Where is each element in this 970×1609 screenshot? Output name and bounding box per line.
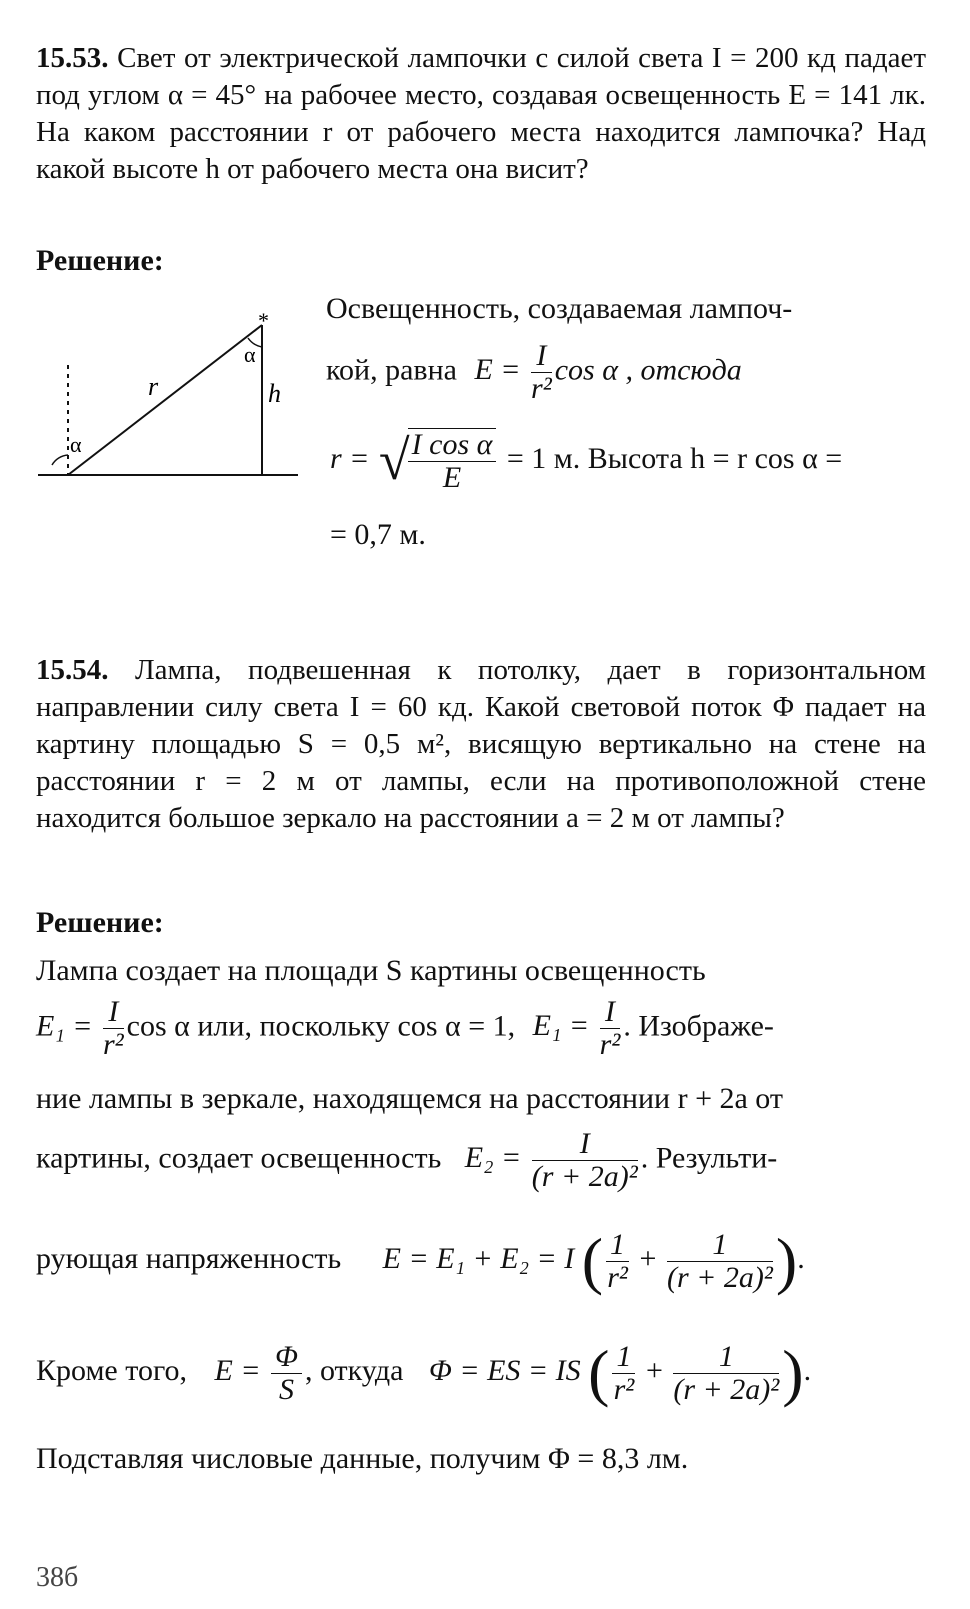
sol2-line-2 [36,996,774,1061]
sol2-line-6: Кроме того, E = $\frac{\Phi}{S}$ , откуда Φ = ES = IS ( $\frac{1}{\text{r²}}$ + $\frac{1}{\text{(r + 2a)²}}$ ). [36,1337,812,1408]
formula-lhs: E = [214,1353,261,1387]
denominator: r² [531,372,552,405]
numerator: 1 [606,1229,629,1262]
sqrt-sign: √ [378,430,410,492]
numerator: I [532,1128,638,1161]
formula-lhs: r = [330,441,370,475]
numerator: 1 [667,1229,773,1262]
formula-lhs: E = [474,353,521,387]
formula-lhs: E₁ = [532,1009,590,1043]
formula: Φ = ES = IS [429,1353,581,1387]
label-r: r [148,372,159,401]
label-alpha-top: α [244,342,256,367]
numerator: 1 [612,1341,635,1374]
sol2-line-7: Подставляя числовые данные, получим Φ = 8,3 лм. [36,1442,689,1475]
numerator: 1 [673,1341,779,1374]
sol-line-4: = 0,7 м. [330,518,426,551]
fraction [606,1229,629,1294]
text-span: Кроме того, [36,1353,188,1387]
lamp-icon: * [258,308,269,333]
fraction [103,996,124,1061]
sol2-line-4 [36,1128,777,1193]
solution-heading: Решение: [36,244,164,277]
paren-right: ) [782,1337,804,1408]
label-h: h [268,379,281,408]
numerator: Φ [271,1341,302,1374]
ray-line [68,325,262,475]
sqrt-fraction [408,428,497,494]
geometry-diagram [30,300,310,490]
text-span: cos α или, поскольку cos α = 1, [126,1009,516,1043]
denominator: r² [607,1260,628,1294]
text-span: cos α , отсюда [554,353,742,387]
denominator: (r + 2a)² [673,1372,780,1406]
text-span: картины, создает освещенность [36,1141,442,1175]
problem-number: 15.53. [36,42,109,74]
denominator: S [279,1372,295,1406]
paren-right: ) [775,1225,798,1296]
denominator: r² [599,1028,621,1061]
fraction [667,1229,773,1294]
formula-lhs: E₁ = [36,1009,93,1043]
numerator: I [103,996,124,1029]
sol2-line-1: Лампа создает на площади S картины освещенность [36,954,706,987]
sol-line-1: Освещенность, создаваемая лампоч- [326,292,793,325]
sol2-line-3: ние лампы в зеркале, находящемся на расстоянии r + 2a от [36,1082,784,1115]
alpha-arc-bottom [52,455,68,465]
denominator: r² [103,1028,124,1061]
denominator: (r + 2a)² [666,1260,773,1294]
fraction [600,996,621,1061]
numerator: I [600,996,621,1029]
fraction [271,1341,302,1406]
problem-15-54 [36,652,926,837]
problem-15-53 [36,40,926,188]
problem-text: Лампа, подвешенная к потолку, дает в горизонтальном направлении силу света I = 60 кд. Какой световой поток Φ падает на картину площадью S = 0,5 м², висящую вертикально на стене на расстоянии r = 2 м от лампы, если на противоположной стене находится большое зеркало на расстоянии a = 2 м от лампы? [36,654,927,834]
sol-line-3 [330,428,842,494]
denominator: (r + 2a)² [531,1160,638,1193]
page-number: 38б [36,1562,79,1593]
formula-lhs: E₂ = [464,1141,522,1175]
fraction [531,340,552,405]
paren-left: ( [588,1337,610,1408]
fraction [612,1341,635,1406]
fraction [673,1341,779,1406]
problem-text: Свет от электрической лампочки с силой света I = 200 кд падает под углом α = 45° на рабочее место, создавая освещенность E = 141 лк. На каком расстоянии r от рабочего места находится лампочка? Над какой высоте h от рабочего места она висит? [36,42,927,185]
text-span: = 1 м. Высота h = r cos α = [506,441,843,475]
paren-left: ( [581,1225,604,1296]
sol-line-2 [326,340,742,405]
solution-heading-2: Решение: [36,906,164,939]
text-span: . Результи- [640,1141,778,1175]
text-span: . Изображе- [623,1009,774,1043]
label-alpha-bottom: α [70,432,82,457]
denominator: r² [613,1372,635,1406]
fraction [532,1128,638,1193]
numerator: I cos α [408,429,497,462]
text-span: рующая напряженность [36,1241,342,1275]
text-span: кой, равна [326,353,457,387]
denominator: E [442,461,462,494]
formula: E = E₁ + E₂ = I [382,1241,575,1275]
numerator: I [531,340,552,373]
problem-number: 15.54. [36,654,109,686]
text-span: , откуда [304,1353,404,1387]
sol2-line-5: рующая напряженность E = E₁ + E₂ = I ( $\frac{1}{\text{r²}}$ + $\frac{1}{\text{(r + 2a)²}}$ ). [36,1225,805,1296]
